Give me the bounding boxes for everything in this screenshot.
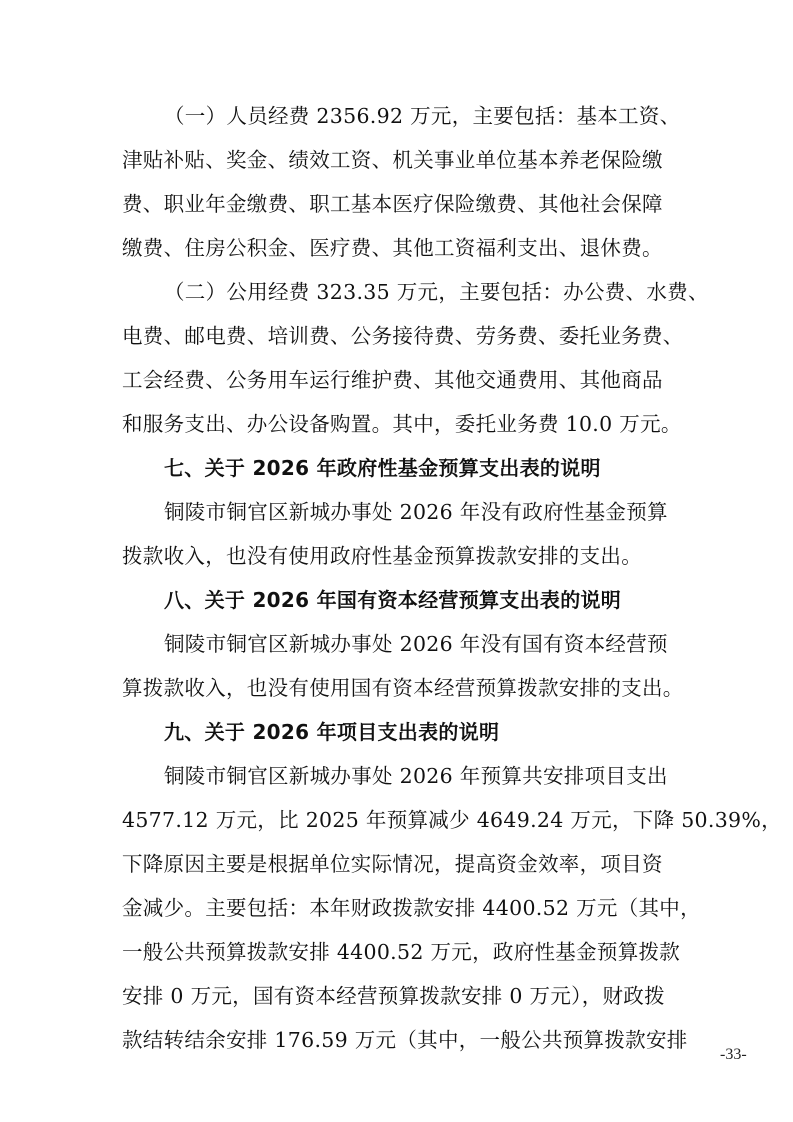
section-heading-eight: 八、关于 2026 年国有资本经营预算支出表的说明 [164, 588, 622, 612]
paragraph-public-expense-line-1: （二）公用经费 323.35 万元，主要包括：办公费、水费、 [164, 280, 709, 304]
paragraph-section-eight-line-1: 铜陵市铜官区新城办事处 2026 年没有国有资本经营预 [164, 632, 668, 656]
paragraph-section-eight-line-2: 算拨款收入，也没有使用国有资本经营预算拨款安排的支出。 [122, 676, 684, 700]
paragraph-section-nine-line-5: 一般公共预算拨款安排 4400.52 万元，政府性基金预算拨款 [122, 940, 681, 964]
paragraph-section-seven-line-2: 拨款收入，也没有使用政府性基金预算拨款安排的支出。 [122, 544, 642, 568]
paragraph-section-nine-line-1: 铜陵市铜官区新城办事处 2026 年预算共安排项目支出 [164, 764, 668, 788]
paragraph-personnel-expense-line-4: 缴费、住房公积金、医疗费、其他工资福利支出、退休费。 [122, 236, 663, 260]
paragraph-section-nine-line-3: 下降原因主要是根据单位实际情况，提高资金效率，项目资 [122, 852, 663, 876]
paragraph-public-expense-line-2: 电费、邮电费、培训费、公务接待费、劳务费、委托业务费、 [122, 324, 684, 348]
paragraph-personnel-expense-line-2: 津贴补贴、奖金、绩效工资、机关事业单位基本养老保险缴 [122, 148, 663, 172]
paragraph-public-expense-line-4: 和服务支出、办公设备购置。其中，委托业务费 10.0 万元。 [122, 412, 682, 436]
paragraph-section-seven-line-1: 铜陵市铜官区新城办事处 2026 年没有政府性基金预算 [164, 500, 668, 524]
paragraph-section-nine-line-4: 金减少。主要包括：本年财政拨款安排 4400.52 万元（其中， [122, 896, 701, 920]
paragraph-section-nine-line-2: 4577.12 万元，比 2025 年预算减少 4649.24 万元，下降 50.39%， [122, 808, 782, 832]
paragraph-section-nine-line-6: 安排 0 万元，国有资本经营预算拨款安排 0 万元），财政拨 [122, 984, 665, 1008]
paragraph-personnel-expense-line-1: （一）人员经费 2356.92 万元，主要包括：基本工资、 [164, 104, 681, 128]
section-heading-seven: 七、关于 2026 年政府性基金预算支出表的说明 [164, 456, 601, 480]
paragraph-personnel-expense-line-3: 费、职业年金缴费、职工基本医疗保险缴费、其他社会保障 [122, 192, 663, 216]
section-heading-nine: 九、关于 2026 年项目支出表的说明 [164, 720, 500, 744]
paragraph-public-expense-line-3: 工会经费、公务用车运行维护费、其他交通费用、其他商品 [122, 368, 663, 392]
page-number: -33- [720, 1046, 747, 1063]
paragraph-section-nine-line-7: 款结转结余安排 176.59 万元（其中，一般公共预算拨款安排 [122, 1028, 688, 1052]
